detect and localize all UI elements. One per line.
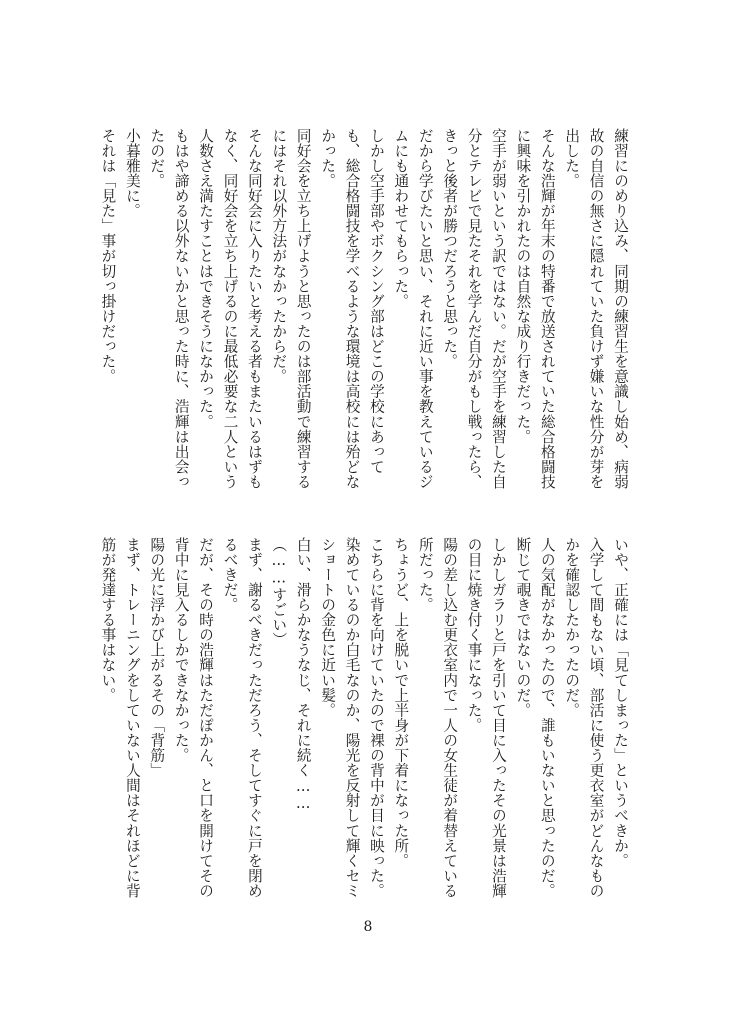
paragraph: 断じて覗きではないのだ。 [514,537,532,718]
text-block-upper [99,128,632,500]
paragraph: だが、その時の浩輝はただぽかん、と口を開けてその背中に見入るしかできなかった。 [172,537,215,899]
paragraph: まず、謝るべきだっただろう、そしてすぐに戸を閉めるべきだ。 [221,537,263,899]
paragraph: もはや諦める以外ないかと思った時に、浩輝は出会ったのだ。 [148,128,190,490]
paragraph: そんな同好会に入りたいと考える者もまたいるはずもなく、同好会を立ち上げるのに最低必要な二人という人数さえ満たすことはできそうになかった。 [197,128,263,490]
paragraph: こちらに背を向けていたので裸の背中が目に映った。 [367,537,385,899]
paragraph: 入学して間もない頃、部活に使う更衣室がどんなものかを確認したかったのだ。 [563,537,605,899]
paragraph: いや、正確には「見てしまった」というべきか。 [612,537,629,869]
paragraph: 練習にのめり込み、同期の練習生を意識し始め、病弱故の自信の無さに隠れていた負けず嫌いな性分が芽を出した。 [563,128,629,490]
paragraph: 人の気配がなかったので、誰もいないと思ったのだ。 [538,537,556,899]
paragraph: 空手が弱いという訳ではない。だが空手を練習した自分とテレビで見たそれを学んだ自分がもし戦ったら、きっと後者が勝つだろうと思った。 [441,128,507,490]
paragraph: 小暮雅美に。 [123,128,141,219]
page-number: 8 [363,919,373,935]
paragraph: 染めているのか白毛なのか、陽光を反射して輝くセミショートの金色に近い髪。 [319,537,361,899]
paragraph: （……すごい） [270,537,288,648]
text-block-lower [99,537,632,909]
paragraph: 陽の差し込む更衣室内で一人の女生徒が着替えている所だった。 [416,537,459,899]
paragraph: だから学びたいと思い、それに近い事を教えているジムにも通わせてもらった。 [392,128,434,490]
paragraph: まず、トレーニングをしていない人間はそれほどに背筋が発達する事はない。 [99,537,141,899]
paragraph: そんな浩輝が年末の特番で放送されていた総合格闘技に興味を引かれたのは自然な成り行きだった。 [514,128,556,490]
paragraph: ちょうど、上を脱いで上半身が下着になった所。 [392,537,410,869]
paragraph: 白い、滑らかなうなじ、それに続く…… [294,537,312,813]
paragraph: 陽の光に浮かび上がるその「背筋」 [148,537,166,778]
paragraph: 同好会を立ち上げようと思ったのは部活動で練習するにはそれ以外方法がなかったからだ。 [270,128,312,490]
paragraph: しかしガラリと戸を引いて目に入ったその光景は浩輝の目に焼き付く事になった。 [465,537,507,899]
paragraph: それは「見た」事が切っ掛けだった。 [99,128,117,384]
paragraph: しかし空手部やボクシング部はどこの学校にあっても、総合格闘技を学べるような環境は高校には殆どなかった。 [319,128,385,490]
